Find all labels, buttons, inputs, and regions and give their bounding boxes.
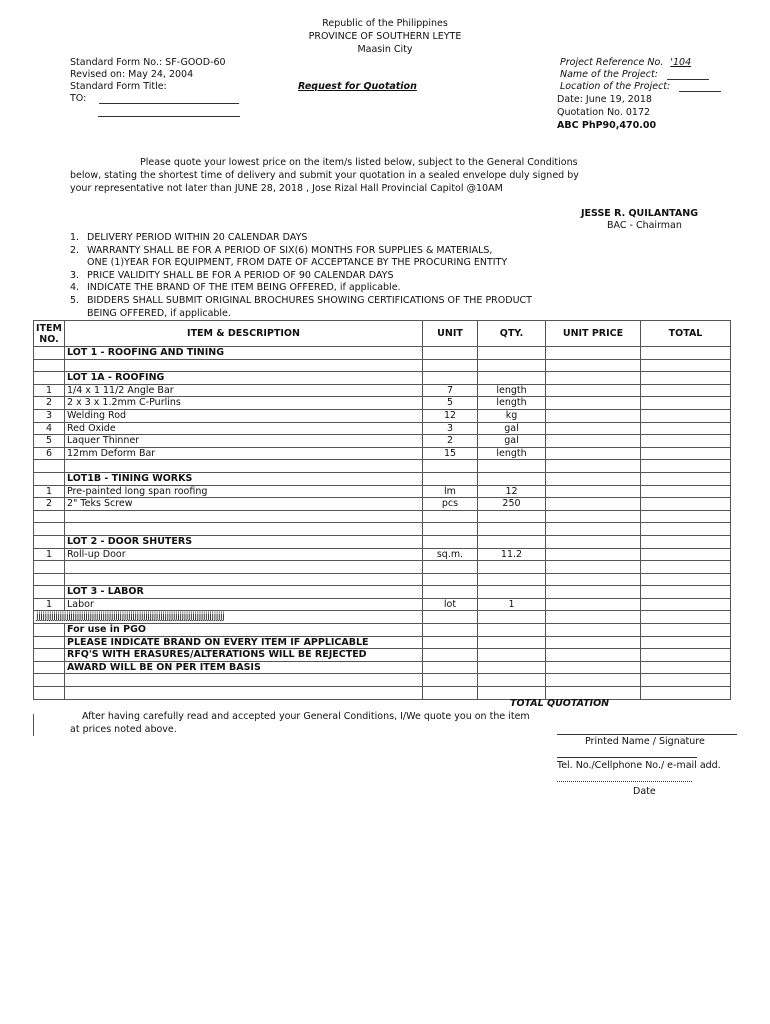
project-reference-value: '104: [670, 57, 692, 68]
qty-cell: [478, 636, 546, 649]
description-cell: 1/4 x 1 11/2 Angle Bar: [65, 384, 423, 397]
total-cell: [641, 561, 731, 574]
signatory-title: BAC - Chairman: [607, 220, 682, 231]
unit-cell: pcs: [423, 498, 478, 511]
project-location-blank: [679, 91, 721, 92]
unit-price-cell: [546, 384, 641, 397]
total-cell: [641, 397, 731, 410]
tel-label: Tel. No./Cellphone No./ e-mail add.: [557, 760, 721, 771]
unit-cell: 15: [423, 447, 478, 460]
unit-price-cell: [546, 435, 641, 448]
qty-cell: [478, 347, 546, 360]
unit-price-cell: [546, 409, 641, 422]
empty-cell: [478, 611, 546, 624]
description-cell: LOT 3 - LABOR: [65, 586, 423, 599]
qty-cell: 12: [478, 485, 546, 498]
unit-price-cell: [546, 561, 641, 574]
qty-cell: 11.2: [478, 548, 546, 561]
item-no-cell: [34, 535, 65, 548]
unit-price-cell: [546, 523, 641, 536]
items-table: [33, 320, 731, 700]
header-unit-price: UNIT PRICE: [546, 321, 641, 347]
table-row: [34, 523, 731, 536]
table-row: [34, 586, 731, 599]
description-cell: RFQ'S WITH ERASURES/ALTERATIONS WILL BE REJECTED: [65, 649, 423, 662]
total-cell: [641, 498, 731, 511]
total-cell: [641, 422, 731, 435]
header-total: TOTAL: [641, 321, 731, 347]
total-cell: [641, 472, 731, 485]
unit-price-cell: [546, 548, 641, 561]
total-cell: [641, 687, 731, 700]
unit-cell: [423, 687, 478, 700]
table-row: [34, 649, 731, 662]
table-row: [34, 435, 731, 448]
unit-cell: [423, 472, 478, 485]
item-no-cell: [34, 636, 65, 649]
unit-cell: 2: [423, 435, 478, 448]
qty-cell: kg: [478, 409, 546, 422]
condition-number: 1.: [70, 232, 80, 243]
total-cell: [641, 384, 731, 397]
date-line: [557, 781, 692, 782]
qty-cell: 250: [478, 498, 546, 511]
unit-cell: 5: [423, 397, 478, 410]
table-row: [34, 611, 731, 624]
filler-cell: jjjjjjjjjjjjjjjjjjjjjjjjjjjjjjjjjjjjjjjjjjjjjjjjjjjjjjjjjjjjjjjjjjjjjjjjjjjjjjjjjjjjjjjj: [34, 611, 423, 624]
unit-cell: [423, 561, 478, 574]
unit-cell: [423, 347, 478, 360]
description-cell: Welding Rod: [65, 409, 423, 422]
unit-cell: [423, 523, 478, 536]
condition-number: 2.: [70, 244, 80, 256]
total-cell: [641, 598, 731, 611]
table-row: [34, 372, 731, 385]
description-cell: Pre-painted long span roofing: [65, 485, 423, 498]
total-cell: [641, 535, 731, 548]
item-no-cell: 2: [34, 397, 65, 410]
rfq-date: Date: June 19, 2018: [557, 94, 652, 105]
table-row: [34, 598, 731, 611]
qty-cell: [478, 510, 546, 523]
standard-form-title-label: Standard Form Title:: [70, 81, 167, 92]
header-city: Maasin City: [357, 44, 413, 55]
description-cell: LOT 1 - ROOFING AND TINING: [65, 347, 423, 360]
qty-cell: gal: [478, 435, 546, 448]
unit-cell: 3: [423, 422, 478, 435]
table-row: [34, 347, 731, 360]
item-no-cell: 5: [34, 435, 65, 448]
item-no-cell: [34, 624, 65, 637]
header-republic: Republic of the Philippines: [322, 18, 448, 29]
unit-price-cell: [546, 535, 641, 548]
header-unit: UNIT: [423, 321, 478, 347]
item-no-cell: [34, 649, 65, 662]
empty-cell: [423, 611, 478, 624]
signature-line: [557, 734, 737, 735]
closing-paragraph: After having carefully read and accepted your General Conditions, I/We quote you on the item at prices noted above.: [70, 711, 530, 735]
total-cell: [641, 372, 731, 385]
description-cell: [65, 561, 423, 574]
total-quotation-label: TOTAL QUOTATION: [510, 698, 610, 709]
unit-price-cell: [546, 510, 641, 523]
description-cell: [65, 359, 423, 372]
table-row: [34, 422, 731, 435]
signatory-name: JESSE R. QUILANTANG: [581, 208, 699, 219]
total-cell: [641, 485, 731, 498]
qty-cell: gal: [478, 422, 546, 435]
condition-text: DELIVERY PERIOD WITHIN 20 CALENDAR DAYS: [87, 232, 308, 243]
empty-cell: [641, 611, 731, 624]
total-cell: [641, 573, 731, 586]
description-cell: 12mm Deform Bar: [65, 447, 423, 460]
to-blank-line: [99, 103, 239, 104]
table-row: [34, 409, 731, 422]
condition-item: [70, 232, 590, 245]
condition-number: 5.: [70, 294, 80, 306]
unit-cell: lot: [423, 598, 478, 611]
unit-cell: [423, 586, 478, 599]
revised-on: Revised on: May 24, 2004: [70, 69, 194, 80]
item-no-cell: 1: [34, 384, 65, 397]
condition-item: [70, 282, 590, 295]
description-cell: Red Oxide: [65, 422, 423, 435]
qty-cell: [478, 561, 546, 574]
total-cell: [641, 359, 731, 372]
description-cell: 2" Teks Screw: [65, 498, 423, 511]
item-no-cell: [34, 472, 65, 485]
condition-text: BIDDERS SHALL SUBMIT ORIGINAL BROCHURES SHOWING CERTIFICATIONS OF THE PRODUCT BEING OFFERED, if applicable.: [87, 294, 532, 319]
items-table-body: [34, 347, 731, 700]
total-cell: [641, 649, 731, 662]
item-no-cell: 1: [34, 548, 65, 561]
table-row: [34, 661, 731, 674]
qty-cell: [478, 573, 546, 586]
item-no-cell: 1: [34, 485, 65, 498]
total-cell: [641, 548, 731, 561]
description-cell: AWARD WILL BE ON PER ITEM BASIS: [65, 661, 423, 674]
item-no-cell: 1: [34, 598, 65, 611]
table-row: [34, 510, 731, 523]
unit-price-cell: [546, 586, 641, 599]
description-cell: 2 x 3 x 1.2mm C-Purlins: [65, 397, 423, 410]
table-row: [34, 535, 731, 548]
unit-price-cell: [546, 447, 641, 460]
description-cell: [65, 687, 423, 700]
unit-cell: sq.m.: [423, 548, 478, 561]
item-no-cell: [34, 573, 65, 586]
description-cell: [65, 523, 423, 536]
table-row: [34, 548, 731, 561]
unit-price-cell: [546, 636, 641, 649]
table-row: [34, 687, 731, 700]
table-row: [34, 498, 731, 511]
unit-cell: [423, 674, 478, 687]
project-name-blank: [667, 79, 709, 80]
total-cell: [641, 661, 731, 674]
project-name: [560, 69, 709, 80]
unit-cell: [423, 661, 478, 674]
description-cell: LOT1B - TINING WORKS: [65, 472, 423, 485]
intro-paragraph: Please quote your lowest price on the item/s listed below, subject to the General Conditions below, stating the shortest time of delivery and submit your quotation in a sealed envelope duly signed by your representative not later than JUNE 28, 2018 , Jose Rizal Hall Provincial Capitol @10AM: [70, 157, 579, 194]
total-cell: [641, 409, 731, 422]
unit-price-cell: [546, 485, 641, 498]
item-no-cell: [34, 510, 65, 523]
total-cell: [641, 523, 731, 536]
item-no-cell: [34, 661, 65, 674]
description-cell: [65, 674, 423, 687]
project-reference: [560, 57, 691, 68]
qty-cell: length: [478, 384, 546, 397]
item-no-cell: 2: [34, 498, 65, 511]
table-row: [34, 472, 731, 485]
total-cell: [641, 447, 731, 460]
unit-cell: [423, 359, 478, 372]
total-cell: [641, 460, 731, 473]
condition-text: WARRANTY SHALL BE FOR A PERIOD OF SIX(6) MONTHS FOR SUPPLIES & MATERIALS, ONE (1)YEAR FOR EQUIPMENT, FROM DATE OF ACCEPTANCE BY THE PROCURING ENTITY: [87, 244, 508, 269]
total-cell: [641, 347, 731, 360]
item-no-cell: [34, 523, 65, 536]
table-row: [34, 460, 731, 473]
item-no-cell: [34, 359, 65, 372]
qty-cell: [478, 649, 546, 662]
header-item-no: ITEM NO.: [34, 321, 65, 347]
total-cell: [641, 674, 731, 687]
description-cell: [65, 573, 423, 586]
item-no-cell: [34, 347, 65, 360]
project-name-label: Name of the Project:: [560, 69, 658, 80]
condition-text: PRICE VALIDITY SHALL BE FOR A PERIOD OF 90 CALENDAR DAYS: [87, 269, 394, 281]
unit-cell: 12: [423, 409, 478, 422]
to-field: [70, 93, 239, 104]
unit-price-cell: [546, 661, 641, 674]
header-description: ITEM & DESCRIPTION: [65, 321, 423, 347]
qty-cell: 1: [478, 598, 546, 611]
unit-price-cell: [546, 649, 641, 662]
table-row: [34, 397, 731, 410]
header-province: PROVINCE OF SOUTHERN LEYTE: [308, 31, 462, 42]
unit-price-cell: [546, 372, 641, 385]
qty-cell: [478, 674, 546, 687]
table-row: [34, 359, 731, 372]
unit-price-cell: [546, 598, 641, 611]
qty-cell: [478, 359, 546, 372]
unit-cell: [423, 636, 478, 649]
item-no-cell: [34, 460, 65, 473]
unit-cell: lm: [423, 485, 478, 498]
unit-cell: [423, 535, 478, 548]
table-row: [34, 624, 731, 637]
unit-price-cell: [546, 460, 641, 473]
to-blank-line-2: [98, 106, 240, 117]
abc-amount: ABC PhP90,470.00: [557, 120, 657, 131]
total-cell: [641, 586, 731, 599]
total-cell: [641, 435, 731, 448]
unit-price-cell: [546, 624, 641, 637]
item-no-cell: [34, 687, 65, 700]
qty-cell: [478, 661, 546, 674]
item-no-cell: 4: [34, 422, 65, 435]
unit-price-cell: [546, 573, 641, 586]
empty-cell: [546, 611, 641, 624]
description-cell: Laquer Thinner: [65, 435, 423, 448]
table-header-row: [34, 321, 731, 347]
tel-line: [557, 757, 697, 758]
description-cell: Labor: [65, 598, 423, 611]
table-row: [34, 674, 731, 687]
left-margin-bar: [33, 714, 34, 736]
condition-item: [70, 295, 590, 320]
description-cell: PLEASE INDICATE BRAND ON EVERY ITEM IF APPLICABLE: [65, 636, 423, 649]
table-row: [34, 447, 731, 460]
date-label: Date: [633, 786, 656, 797]
description-cell: [65, 510, 423, 523]
qty-cell: length: [478, 447, 546, 460]
total-cell: [641, 510, 731, 523]
description-cell: LOT 2 - DOOR SHUTERS: [65, 535, 423, 548]
qty-cell: [478, 460, 546, 473]
item-no-cell: [34, 561, 65, 574]
general-conditions-list: [70, 232, 590, 320]
project-location: [560, 81, 721, 92]
project-reference-label: Project Reference No.: [560, 57, 664, 68]
unit-cell: [423, 573, 478, 586]
table-row: [34, 561, 731, 574]
table-row: [34, 384, 731, 397]
standard-form-no: Standard Form No.: SF-GOOD-60: [70, 57, 226, 68]
unit-price-cell: [546, 674, 641, 687]
total-cell: [641, 624, 731, 637]
header-qty: QTY.: [478, 321, 546, 347]
item-no-cell: [34, 372, 65, 385]
qty-cell: [478, 472, 546, 485]
unit-cell: [423, 649, 478, 662]
item-no-cell: 3: [34, 409, 65, 422]
quotation-no: Quotation No. 0172: [557, 107, 651, 118]
project-location-label: Location of the Project:: [560, 81, 671, 92]
unit-cell: [423, 510, 478, 523]
to-label: TO:: [70, 93, 87, 104]
item-no-cell: [34, 674, 65, 687]
unit-cell: 7: [423, 384, 478, 397]
qty-cell: [478, 372, 546, 385]
unit-cell: [423, 372, 478, 385]
qty-cell: length: [478, 397, 546, 410]
qty-cell: [478, 523, 546, 536]
unit-price-cell: [546, 422, 641, 435]
printed-name-label: Printed Name / Signature: [585, 736, 705, 747]
unit-cell: [423, 460, 478, 473]
qty-cell: [478, 624, 546, 637]
description-cell: Roll-up Door: [65, 548, 423, 561]
description-cell: [65, 460, 423, 473]
item-no-cell: [34, 586, 65, 599]
qty-cell: [478, 586, 546, 599]
condition-item: [70, 245, 590, 270]
unit-price-cell: [546, 359, 641, 372]
description-cell: LOT 1A - ROOFING: [65, 372, 423, 385]
table-row: [34, 573, 731, 586]
unit-price-cell: [546, 347, 641, 360]
qty-cell: [478, 535, 546, 548]
condition-text: INDICATE THE BRAND OF THE ITEM BEING OFFERED, if applicable.: [87, 282, 401, 294]
item-no-cell: 6: [34, 447, 65, 460]
unit-price-cell: [546, 472, 641, 485]
condition-item: [70, 270, 590, 283]
form-title: Request for Quotation: [298, 81, 417, 92]
table-row: [34, 485, 731, 498]
unit-cell: [423, 624, 478, 637]
condition-number: 3.: [70, 269, 80, 281]
table-row: [34, 636, 731, 649]
description-cell: For use in PGO: [65, 624, 423, 637]
total-cell: [641, 636, 731, 649]
unit-price-cell: [546, 397, 641, 410]
condition-number: 4.: [70, 282, 80, 294]
unit-price-cell: [546, 498, 641, 511]
